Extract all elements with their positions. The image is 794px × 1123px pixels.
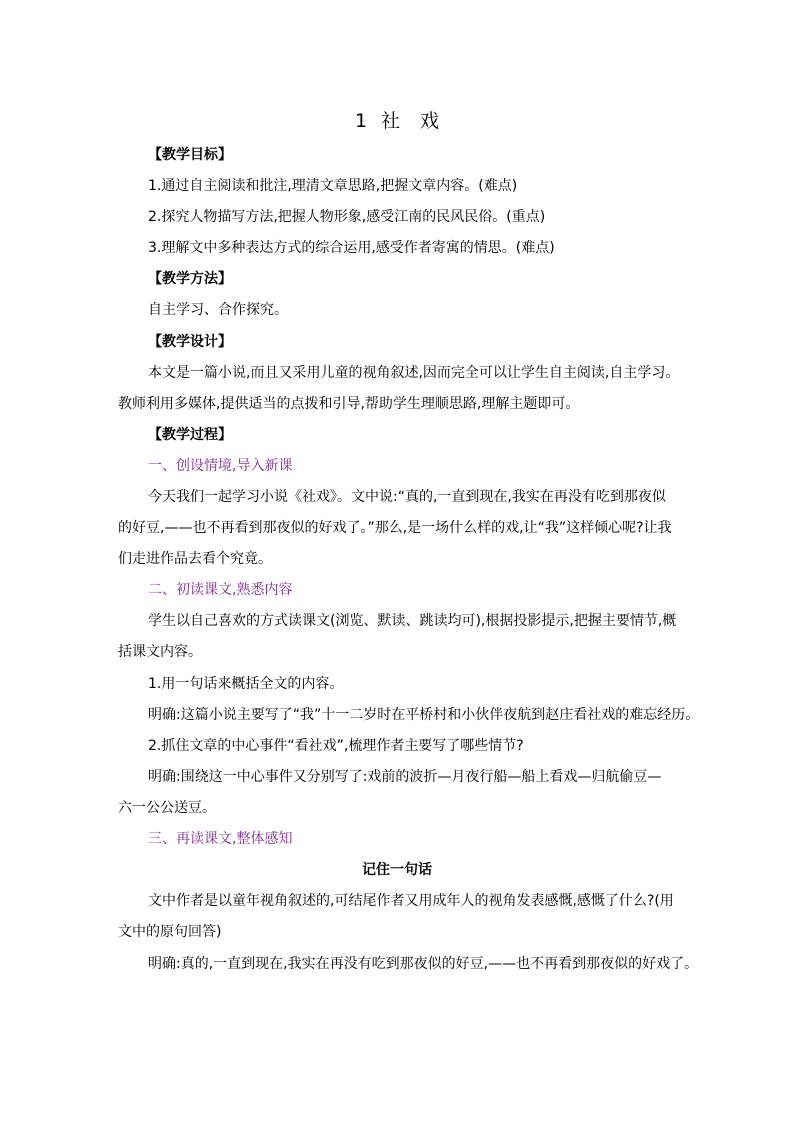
- step-3-line-1: 文中作者是以童年视角叙述的,可结尾作者又用成年人的视角发表感慨,感慨了什么?(用: [148, 893, 674, 909]
- step-2-line-2: 括课文内容。: [118, 644, 202, 660]
- goals-heading: 【教学目标】: [148, 147, 232, 163]
- step-1-line-1: 今天我们一起学习小说《社戏》。文中说:“真的,一直到现在,我实在再没有吃到那夜似: [148, 489, 666, 505]
- design-heading: 【教学设计】: [148, 334, 232, 350]
- page-title: [0, 106, 794, 133]
- step-2-question-2: 2.抓住文章的中心事件“看社戏”,梳理作者主要写了哪些情节?: [148, 738, 524, 754]
- title-char-2: 戏: [420, 110, 440, 132]
- method-heading: 【教学方法】: [148, 271, 232, 287]
- step-3-answer: 明确:真的,一直到现在,我实在再没有吃到那夜似的好豆,——也不再看到那夜似的好戏了。: [148, 956, 699, 972]
- step-2-answer-2-line-2: 六一公公送豆。: [118, 800, 216, 816]
- lesson-number: 1: [354, 110, 368, 132]
- step-2-line-1: 学生以自己喜欢的方式读课文(浏览、默读、跳读均可),根据投影提示,把握主要情节,概: [148, 613, 677, 629]
- step-1-heading: 一、创设情境,导入新课: [148, 458, 293, 474]
- step-3-heading: 三、再读课文,整体感知: [148, 831, 293, 847]
- goal-3: 3.理解文中多种表达方式的综合运用,感受作者寄寓的情思。(难点): [148, 240, 555, 256]
- step-1-line-2: 的好豆,——也不再看到那夜似的好戏了。”那么,是一场什么样的戏,让“我”这样倾心呢?让我: [118, 520, 672, 536]
- step-2-heading: 二、初读课文,熟悉内容: [148, 582, 293, 598]
- goal-2: 2.探究人物描写方法,把握人物形象,感受江南的民风民俗。(重点): [148, 209, 546, 225]
- title-char-1: 社: [381, 110, 401, 132]
- goal-1: 1.通过自主阅读和批注,理清文章思路,把握文章内容。(难点): [148, 178, 518, 194]
- process-heading: 【教学过程】: [148, 427, 232, 443]
- step-3-subheading: 记住一句话: [362, 862, 432, 878]
- design-paragraph-line-1: 本文是一篇小说,而且又采用儿童的视角叙述,因而完全可以让学生自主阅读,自主学习。: [148, 365, 680, 381]
- step-2-question-1: 1.用一句话来概括全文的内容。: [148, 676, 344, 692]
- step-2-answer-2-line-1: 明确:围绕这一中心事件又分别写了:戏前的波折—月夜行船—船上看戏—归航偷豆—: [148, 769, 662, 785]
- design-paragraph-line-2: 教师利用多媒体,提供适当的点拨和引导,帮助学生理顺思路,理解主题即可。: [118, 396, 580, 412]
- step-3-line-2: 文中的原句回答): [118, 924, 222, 940]
- step-1-line-3: 们走进作品去看个究竟。: [118, 551, 272, 567]
- method-text: 自主学习、合作探究。: [148, 302, 288, 318]
- step-2-answer-1: 明确:这篇小说主要写了“我”十一二岁时在平桥村和小伙伴夜航到赵庄看社戏的难忘经历。: [148, 707, 700, 723]
